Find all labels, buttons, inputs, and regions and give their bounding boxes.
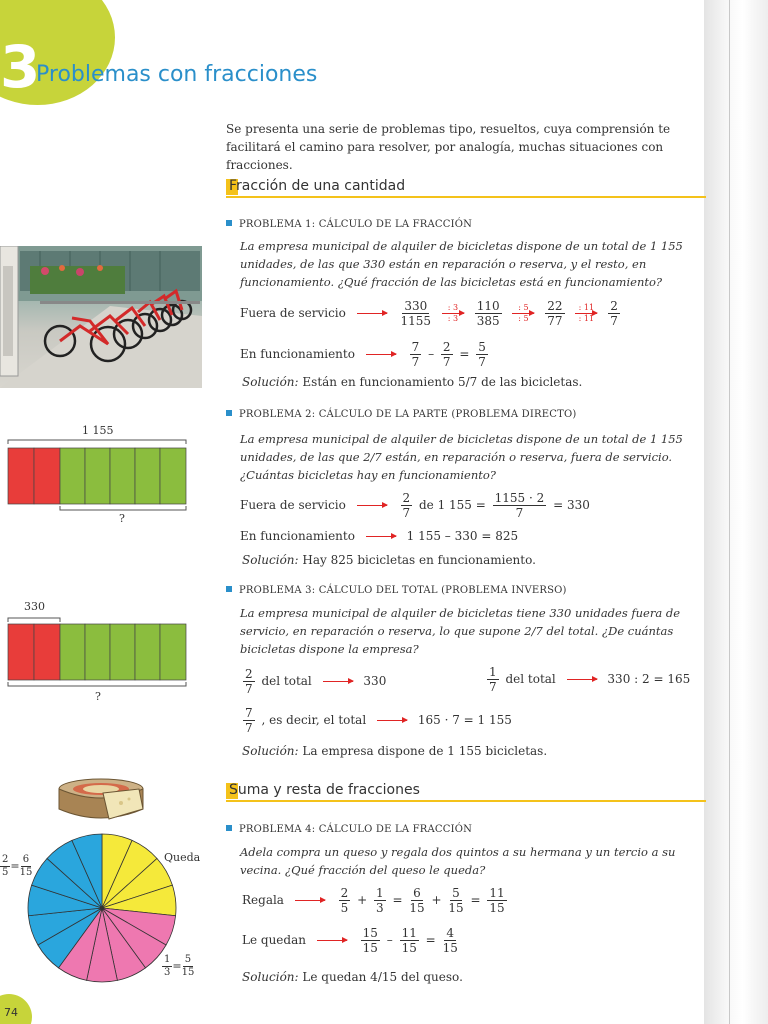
- expression-text: , es decir, el total: [261, 713, 367, 727]
- problem-1-header: [226, 219, 472, 230]
- pie-chart-cheese: [26, 832, 178, 984]
- line-label: Le quedan: [242, 933, 306, 947]
- problem-3-statement: La empresa municipal de alquiler de bicicletas tiene 330 unidades fuera de servicio, en reparación o reserva, lo que supone 2/7 del total. ¿De cuántas bicicletas dispone la empresa?: [240, 606, 681, 656]
- bullet-square: [226, 586, 232, 592]
- expression-text: 330: [363, 674, 387, 688]
- expression-text: 165 · 7 = 1 155: [417, 713, 512, 727]
- bicycle-rack-image: [0, 246, 202, 388]
- divide-arrow-icon: $\frac{: 11}{: 11}$: [575, 304, 597, 323]
- bar-2-part-label: 330: [24, 600, 45, 613]
- fraction: $\frac{7}{7}$: [411, 340, 420, 369]
- pie-label-queda: Queda: [164, 851, 201, 864]
- problem-2-header-text: PROBLEMA 2: CÁLCULO DE LA PARTE (PROBLEMA DIRECTO): [239, 409, 577, 420]
- bar-1-question: ?: [119, 512, 125, 525]
- problem-2-statement: La empresa municipal de alquiler de bicicletas dispone de un total de 1 155 unidades, de las que 2/7 están, en reparación o reserva, fuera de servicio. ¿Cuántas bicicletas hay en funcionamiento?: [240, 432, 683, 482]
- operator: +: [431, 893, 442, 907]
- problem-3-solution: [242, 744, 547, 758]
- fraction: $\frac{22}{77}$: [547, 299, 563, 328]
- problem-2-solution: [242, 553, 536, 567]
- problem-2-line-2: [240, 529, 518, 543]
- section-title: Fracción de una cantidad: [229, 178, 406, 194]
- problem-2-header: [226, 409, 576, 420]
- expression-text: de 1 155 =: [418, 498, 486, 512]
- arrow-icon: [295, 900, 325, 901]
- bullet-square: [226, 220, 232, 226]
- arrow-icon: [357, 313, 387, 314]
- fraction: $\frac{110}{385}$: [476, 299, 500, 328]
- solution-label: Solución:: [242, 970, 299, 984]
- solution-text: Están en funcionamiento 5/7 de las bicicletas.: [302, 375, 583, 389]
- divide-arrow-icon: $\frac{: 3}{: 3}$: [442, 304, 464, 323]
- arrow-icon: [377, 720, 407, 721]
- page-number-badge: [0, 994, 32, 1024]
- operator: +: [357, 893, 368, 907]
- cheese-icon: [55, 775, 147, 827]
- arrow-icon: [366, 354, 396, 355]
- problem-2-line-1: [240, 492, 590, 519]
- fraction: $\frac{2}{7}$: [610, 299, 618, 328]
- expression-text: 1 155 – 330 = 825: [406, 529, 519, 543]
- problem-1-line-1: [240, 300, 623, 327]
- operator: –: [428, 347, 435, 361]
- intro-text: Se presenta una serie de problemas tipo, resueltos, cuya comprensión te facilitará el camino para resolver, por analogía, muchas situaciones con fracciones.: [226, 122, 671, 172]
- fraction: $\frac{11}{15}$: [401, 926, 417, 955]
- fraction: $\frac{1}{7}$: [489, 665, 497, 694]
- line-label: En funcionamiento: [240, 529, 355, 543]
- problem-4-solution: [242, 970, 463, 984]
- problem-1-statement: La empresa municipal de alquiler de bicicletas dispone de un total de 1 155 unidades, de las que 330 están en reparación o reserva, y el resto, en funcionamiento. ¿Qué fracción de las bicicletas está en funcionamiento?: [240, 239, 683, 289]
- solution-text: La empresa dispone de 1 155 bicicletas.: [302, 744, 548, 758]
- bar-1-total-label: 1 155: [82, 424, 114, 437]
- bar-2-question: ?: [95, 690, 101, 703]
- fraction: $\frac{4}{15}$: [442, 926, 458, 955]
- solution-text: Hay 825 bicicletas en funcionamiento.: [302, 553, 536, 567]
- problem-4-header-text: PROBLEMA 4: CÁLCULO DE LA FRACCIÓN: [239, 824, 473, 835]
- bullet-square: [226, 825, 232, 831]
- line-label: Regala: [242, 893, 284, 907]
- solution-text: Le quedan 4/15 del queso.: [302, 970, 463, 984]
- arrow-icon: [357, 505, 387, 506]
- bullet-square: [226, 410, 232, 416]
- problem-3-line-c: [240, 707, 512, 734]
- operator: =: [392, 893, 403, 907]
- problem-3-header: [226, 585, 567, 596]
- fraction: $\frac{1155 \cdot 2}{7}$: [494, 491, 545, 520]
- expression-text: 330 : 2 = 165: [607, 672, 691, 686]
- fraction: $\frac{2}{7}$: [402, 491, 411, 520]
- fraction: $\frac{6}{15}$: [409, 886, 425, 915]
- line-label: En funcionamiento: [240, 347, 355, 361]
- problem-3-line-a: [240, 668, 386, 695]
- chapter-title: Problemas con fracciones: [36, 62, 318, 87]
- solution-label: Solución:: [242, 553, 299, 567]
- fraction: $\frac{5}{15}$: [448, 886, 464, 915]
- arrow-icon: [323, 681, 353, 682]
- problem-4-statement: Adela compra un queso y regala dos quintos a su hermana y un tercio a su vecina. ¿Qué fracción del queso le queda?: [240, 845, 676, 877]
- solution-label: Solución:: [242, 744, 299, 758]
- fraction: $\frac{15}{15}$: [362, 926, 378, 955]
- operator: =: [470, 893, 481, 907]
- chapter-number: 3: [0, 33, 41, 101]
- section-header-suma: [226, 782, 706, 802]
- fraction: $\frac{330}{1155}$: [400, 299, 432, 328]
- problem-1-solution: [242, 375, 582, 389]
- problem-1-header-text: PROBLEMA 1: CÁLCULO DE LA FRACCIÓN: [239, 219, 473, 230]
- pie-label-two-fifths: $\frac{2}{5}$ = $\frac{6}{15}$: [2, 854, 33, 878]
- problem-4-line-1: [242, 887, 510, 914]
- expression-text: = 330: [553, 498, 590, 512]
- bar-diagram-1: [0, 436, 192, 528]
- section-header-fraccion: [226, 178, 706, 198]
- fraction: $\frac{2}{5}$: [340, 886, 349, 915]
- solution-label: Solución:: [242, 375, 299, 389]
- problem-3-line-b: [484, 666, 690, 693]
- fraction: $\frac{11}{15}$: [489, 886, 505, 915]
- problem-3-header-text: PROBLEMA 3: CÁLCULO DEL TOTAL (PROBLEMA INVERSO): [239, 585, 567, 596]
- fraction: $\frac{1}{3}$: [375, 886, 384, 915]
- arrow-icon: [317, 940, 347, 941]
- divide-arrow-icon: $\frac{: 5}{: 5}$: [512, 304, 534, 323]
- fraction: $\frac{2}{7}$: [245, 667, 253, 696]
- fraction: $\frac{2}{7}$: [442, 340, 451, 369]
- arrow-icon: [366, 536, 396, 537]
- arrow-icon: [567, 679, 597, 680]
- gutter-line: [729, 0, 730, 1024]
- fraction: $\frac{5}{7}$: [478, 340, 486, 369]
- line-label: Fuera de servicio: [240, 498, 346, 512]
- problem-4-header: [226, 824, 472, 835]
- problem-1-line-2: [240, 341, 491, 368]
- page-gutter: [704, 0, 768, 1024]
- operator: =: [459, 347, 470, 361]
- expression-text: del total: [505, 672, 556, 686]
- page-number: 74: [4, 1006, 18, 1019]
- expression-text: del total: [261, 674, 312, 688]
- operator: =: [425, 933, 436, 947]
- operator: –: [386, 933, 393, 947]
- pie-label-one-third: $\frac{1}{3}$ = $\frac{5}{15}$: [164, 954, 195, 978]
- section-title: Suma y resta de fracciones: [229, 782, 420, 798]
- fraction: $\frac{7}{7}$: [245, 706, 253, 735]
- problem-4-line-2: [242, 927, 461, 954]
- line-label: Fuera de servicio: [240, 306, 346, 320]
- bicycle-photo: [0, 246, 202, 388]
